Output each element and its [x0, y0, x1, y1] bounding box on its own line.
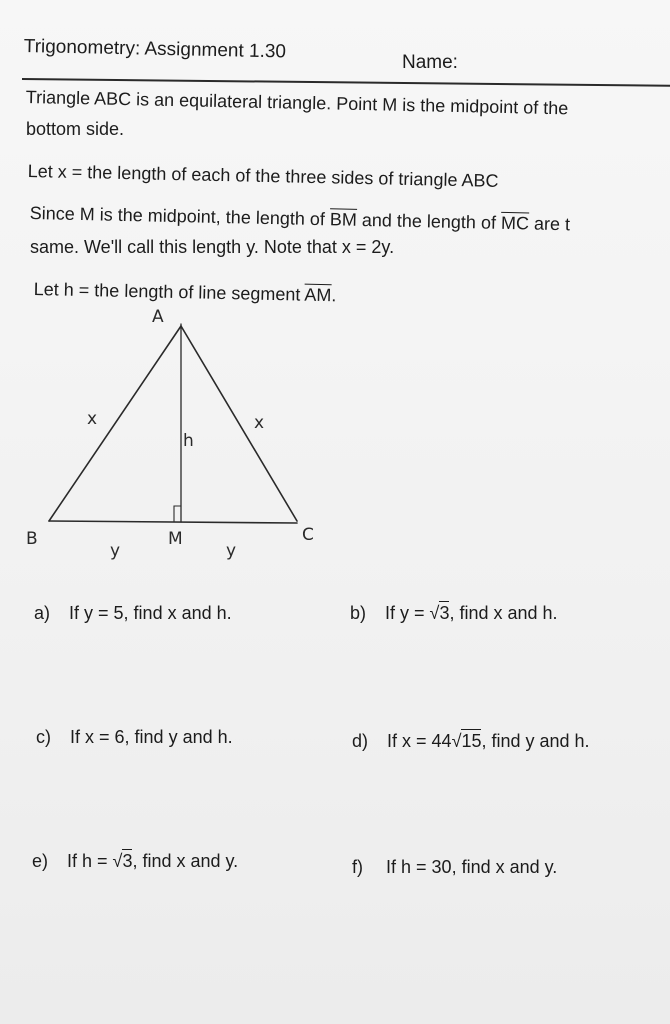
problem-d-text-end: , find y and h.	[481, 731, 590, 751]
problem-b-letter: b)	[350, 603, 367, 623]
problem-e	[32, 850, 238, 872]
problem-b-radicand: 3	[439, 603, 450, 623]
problem-c	[36, 726, 233, 748]
vertex-a-label: A	[152, 307, 164, 327]
intro-line-5: same. We'll call this length y. Note that x = 2y.	[30, 237, 395, 257]
problem-b	[350, 602, 558, 624]
segment-y-left-label: y	[110, 541, 121, 561]
vertex-b-label: B	[26, 529, 38, 549]
intro-line-4-part-b: and the length of	[356, 209, 502, 233]
problem-f	[352, 856, 557, 878]
side-x-left-label: x	[87, 409, 98, 429]
assignment-title: Trigonometry: Assignment 1.30	[23, 36, 287, 63]
intro-line-3: Let x = the length of each of the three sides of triangle ABC	[27, 160, 499, 191]
side-bc	[49, 521, 297, 523]
intro-line-1: Triangle ABC is an equilateral triangle. Point M is the midpoint of the	[25, 86, 569, 119]
problem-e-text: If h = √	[67, 851, 123, 871]
height-h-label: h	[183, 431, 194, 451]
intro-line-4-part-a: Since M is the midpoint, the length of	[29, 202, 331, 230]
side-ab	[49, 326, 181, 521]
intro-line-2: bottom side.	[26, 119, 125, 139]
problem-a-text: If y = 5, find x and h.	[69, 603, 232, 623]
problem-d-radicand: 15	[461, 731, 482, 751]
problem-e-radicand: 3	[122, 851, 133, 871]
segment-y-right-label: y	[226, 541, 237, 561]
problem-c-text: If x = 6, find y and h.	[70, 727, 233, 747]
problem-b-text-end: , find x and h.	[449, 603, 558, 623]
midpoint-m-label: M	[168, 529, 183, 549]
problem-f-letter: f)	[352, 857, 363, 877]
problem-f-text: If h = 30, find x and y.	[386, 857, 558, 877]
name-label: Name:	[402, 52, 458, 73]
vertex-c-label: C	[302, 525, 314, 545]
side-ac	[181, 326, 297, 521]
intro-line-6-part-b: .	[331, 285, 337, 306]
triangle-diagram	[20, 300, 340, 570]
problem-c-letter: c)	[36, 727, 51, 747]
segment-am: $\overline{AM}$	[304, 284, 332, 306]
problem-a	[34, 602, 232, 624]
problem-d	[352, 730, 590, 752]
intro-line-4-part-c: are t	[528, 213, 571, 235]
segment-bm: $\overline{BM}$	[329, 209, 358, 230]
problem-d-text: If x = 44√	[387, 731, 462, 751]
problem-b-text: If y = √	[385, 603, 440, 623]
right-angle-mark	[174, 506, 181, 522]
problem-d-letter: d)	[352, 731, 369, 751]
intro-line-6-part-a: Let h = the length of line segment	[33, 278, 305, 305]
problem-e-text-end: , find x and y.	[132, 851, 239, 871]
problem-a-letter: a)	[34, 603, 51, 623]
side-x-right-label: x	[254, 413, 265, 433]
segment-mc: $\overline{MC}$	[500, 212, 530, 234]
problem-e-letter: e)	[32, 851, 49, 871]
